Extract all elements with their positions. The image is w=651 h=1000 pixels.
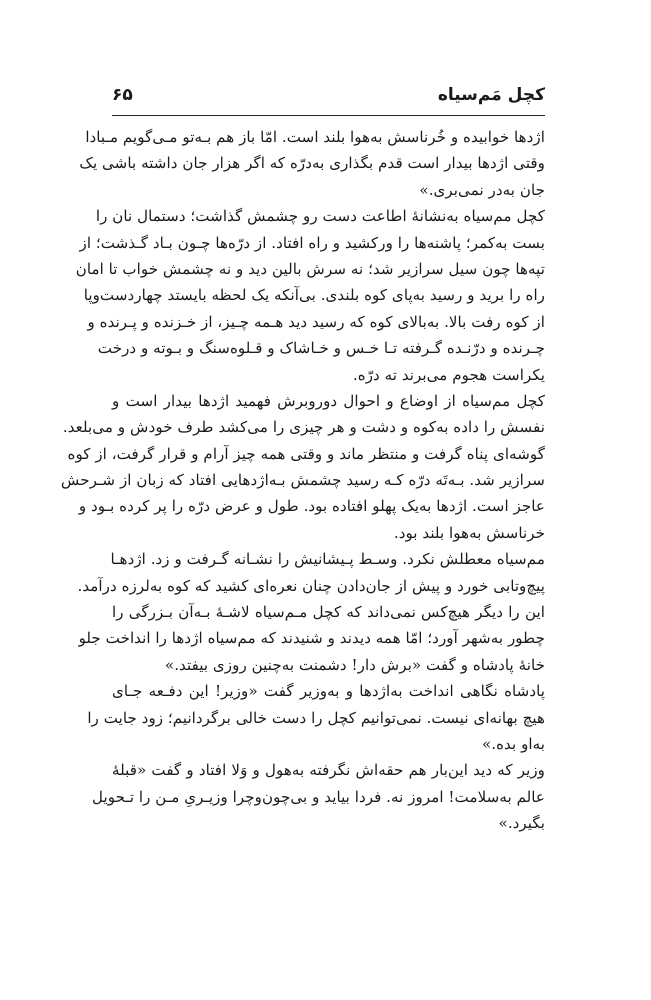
- text-line: هیچ بهانه‌ای نیست. نمی‌توانیم کچل را دست خالی برگردانیم؛ زود جایت را: [87, 708, 545, 727]
- text-line: نفسش را داده به‌کوه و دشت و هر چیزی را می‌کشد طرف خودش و می‌بلعد.: [62, 418, 545, 437]
- text-line: گوشه‌ای پناه گرفت و منتظر ماند و وقتی همه چیز آرام و قرار گرفت، از کوه: [67, 444, 545, 463]
- text-line: خانهٔ پادشاه و گفت «برش دار! دشمنت به‌چنین روزی بیفتد.»: [164, 655, 545, 674]
- text-line: وقتی اژدها بیدار است قدم بگذاری به‌درّه که اگر هزار جان داشته باشی یک: [79, 154, 545, 173]
- text-line: راه را برید و رسید به‌پای کوه بلندی. بی‌آنکه یک لحظه بایستد چهاردست‌وپا: [83, 286, 545, 305]
- page-number: ۶۵: [112, 85, 133, 105]
- text-line: از کوه رفت بالا. به‌بالای کوه که رسید دید هـمه چـیز، از خـزنده و پـرنده و: [87, 312, 545, 331]
- text-line: بست به‌کمر؛ پاشنه‌ها را ورکشید و راه افتاد. از درّه‌ها چـون بـاد گـذشت؛ از: [79, 233, 545, 252]
- text-line: بگیرد.»: [498, 814, 545, 833]
- text-line: عاجز است. اژدها به‌یک پهلو افتاده بود. طول و عرض درّه را پر کرده بـود و: [78, 497, 545, 516]
- paragraph: [79, 124, 545, 203]
- text-line: پیچ‌وتابی خورد و پیش از جان‌دادن چنان نعره‌ای کشید که کوه به‌لرزه درآمد.: [77, 576, 545, 595]
- text-line: مم‌سیاه معطلش نکرد. وسـط پـیشانیش را نشـانه گـرفت و زد. اژدهـا: [110, 550, 545, 569]
- text-line: جان به‌در نمی‌بری.»: [419, 180, 545, 199]
- text-line: کچل مم‌سیاه به‌نشانهٔ اطاعت دست رو چشمش گذاشت؛ دستمال نان را: [95, 207, 545, 226]
- paragraph: [87, 678, 545, 757]
- text-line: یکراست هجوم می‌برند ته درّه.: [352, 365, 545, 384]
- text-line: پادشاه نگاهی انداخت به‌اژدها و به‌وزیر گفت «وزیر! این دفـعه جـای: [112, 682, 545, 701]
- text-line: تپه‌ها چون سیل سرازیر شد؛ نه سرش بالین دید و نه چشمش خواب تا امان: [75, 259, 545, 278]
- page-header: [112, 84, 545, 114]
- running-title: کچل مَم‌سیاه: [437, 85, 545, 105]
- paragraph: [77, 546, 545, 599]
- paragraph: [75, 203, 545, 388]
- text-line: به‌او بده.»: [481, 734, 545, 753]
- text-line: چـرنده و درّنـده گـرفته تـا خـس و خـاشاک و قـلوه‌سنگ و بـوته و درخت: [97, 339, 545, 358]
- paragraph: [60, 388, 545, 546]
- text-line: چطور به‌شهر آورد؛ امّا همه دیدند و شنیدند که مم‌سیاه اژدها را انداخت جلو: [78, 629, 545, 648]
- text-line: وزیر که دید این‌بار هم حقه‌اش نگرفته به‌هول و وَلا افتاد و گفت «قبلهٔ: [112, 761, 545, 780]
- text-line: اژدها خوابیده و خُرناسش به‌هوا بلند است. امّا باز هم بـه‌تو مـی‌گویم مـبادا: [85, 128, 545, 146]
- paragraph: [78, 599, 545, 678]
- paragraph: [92, 757, 545, 836]
- text-line: عالم به‌سلامت! امروز نه. فردا بیاید و بی‌چون‌وچرا وزیـریِ مـن را تـحویل: [92, 787, 545, 806]
- text-line: خرناسش به‌هوا بلند بود.: [393, 523, 545, 542]
- header-rule: [112, 115, 545, 116]
- text-line: کچل مم‌سیاه از اوضاع و احوال دوروبرش فهمید اژدها بیدار است و: [112, 391, 545, 410]
- text-line: سرازیر شد. بـه‌تَه درّه کـه رسید چشمش بـه‌اژدهایی افتاد که زبان از شـرحش: [60, 471, 545, 490]
- text-line: این را دیگر هیچ‌کس نمی‌داند که کچل مـم‌سیاه لاشـهٔ بـه‌آن بـزرگی را: [112, 603, 545, 622]
- body-text: [60, 124, 545, 837]
